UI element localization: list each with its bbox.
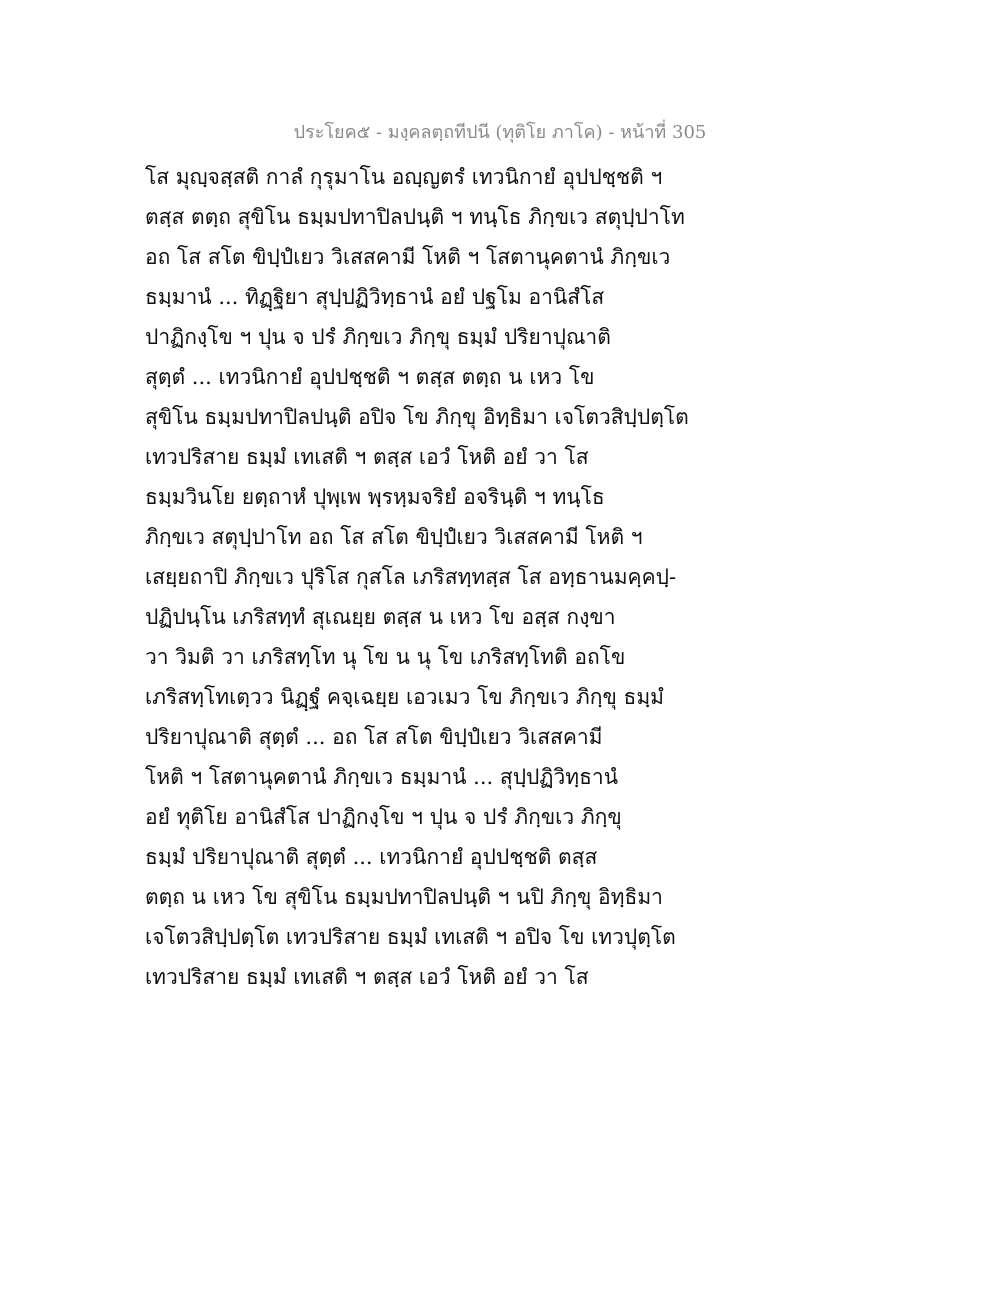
text-line: ปฏิปนฺโน เภริสทฺทํ สุเณยฺย ตสฺส น เหว โข อสฺส กงฺขา	[145, 605, 616, 629]
text-line: อถ โส สโต ขิปฺปํเยว วิเสสคามี โหติ ฯ โสตานุคตานํ ภิกฺขเว	[145, 245, 671, 269]
text-line: เภริสทฺโทเตฺวว นิฏฺฐํ คจฺเฉยฺย เอวเมว โข ภิกฺขเว ภิกฺขุ ธมฺมํ	[145, 685, 665, 709]
text-line: ตตฺถ น เหว โข สุขิโน ธมฺมปทาปิลปนฺติ ฯ นปิ ภิกฺขุ อิทฺธิมา	[145, 885, 663, 909]
text-line: เจโตวสิปฺปตฺโต เทวปริสาย ธมฺมํ เทเสติ ฯ อปิจ โข เทวปุตฺโต	[145, 925, 676, 949]
text-line: ปาฏิกงฺโข ฯ ปุน จ ปรํ ภิกฺขเว ภิกฺขุ ธมฺมํ ปริยาปุณาติ	[145, 325, 611, 349]
text-line: ปริยาปุณาติ สุตฺตํ ... อถ โส สโต ขิปฺปํเยว วิเสสคามี	[145, 725, 603, 749]
text-line: เทวปริสาย ธมฺมํ เทเสติ ฯ ตสฺส เอวํ โหติ อยํ วา โส	[145, 445, 589, 469]
text-line: โส มุญฺจสฺสติ กาลํ กุรุมาโน อญฺญตรํ เทวนิกายํ อุปปชฺชติ ฯ	[145, 165, 663, 189]
text-line: ภิกฺขเว สตุปฺปาโท อถ โส สโต ขิปฺปํเยว วิเสสคามี โหติ ฯ	[145, 525, 643, 549]
page-header: ประโยค๕ - มงฺคลตฺถทีปนี (ทุติโย ภาโค) - หน้าที่ 305	[293, 122, 707, 143]
body-text	[145, 157, 705, 997]
text-line: โหติ ฯ โสตานุคตานํ ภิกฺขเว ธมฺมานํ ... สุปฺปฏิวิทฺธานํ	[145, 765, 619, 789]
text-line: วา วิมติ วา เภริสทฺโท นุ โข น นุ โข เภริสทฺโทติ อถโข	[145, 645, 626, 669]
text-line: ธมฺมานํ ... ทิฏฺฐิยา สุปฺปฏิวิทฺธานํ อยํ ปฐโม อานิสํโส	[145, 285, 605, 309]
text-line: เทวปริสาย ธมฺมํ เทเสติ ฯ ตสฺส เอวํ โหติ อยํ วา โส	[145, 965, 589, 989]
text-line: อยํ ทุติโย อานิสํโส ปาฏิกงฺโข ฯ ปุน จ ปรํ ภิกฺขเว ภิกฺขุ	[145, 805, 622, 829]
text-line: ธมฺมวินโย ยตฺถาหํ ปุพฺเพ พฺรหฺมจริยํ อจรินฺติ ฯ ทนฺโธ	[145, 485, 605, 509]
text-line: ตสฺส ตตฺถ สุขิโน ธมฺมปทาปิลปนฺติ ฯ ทนฺโธ ภิกฺขเว สตุปฺปาโท	[145, 205, 685, 229]
text-line: ธมฺมํ ปริยาปุณาติ สุตฺตํ ... เทวนิกายํ อุปปชฺชติ ตสฺส	[145, 845, 598, 869]
text-line: เสยฺยถาปิ ภิกฺขเว ปุริโส กุสโล เภริสทฺทสฺส โส อทฺธานมคฺคปฺ-	[145, 565, 677, 589]
text-line: สุขิโน ธมฺมปทาปิลปนฺติ อปิจ โข ภิกฺขุ อิทฺธิมา เจโตวสิปฺปตฺโต	[145, 405, 689, 429]
text-line: สุตฺตํ ... เทวนิกายํ อุปปชฺชติ ฯ ตสฺส ตตฺถ น เหว โข	[145, 365, 595, 389]
